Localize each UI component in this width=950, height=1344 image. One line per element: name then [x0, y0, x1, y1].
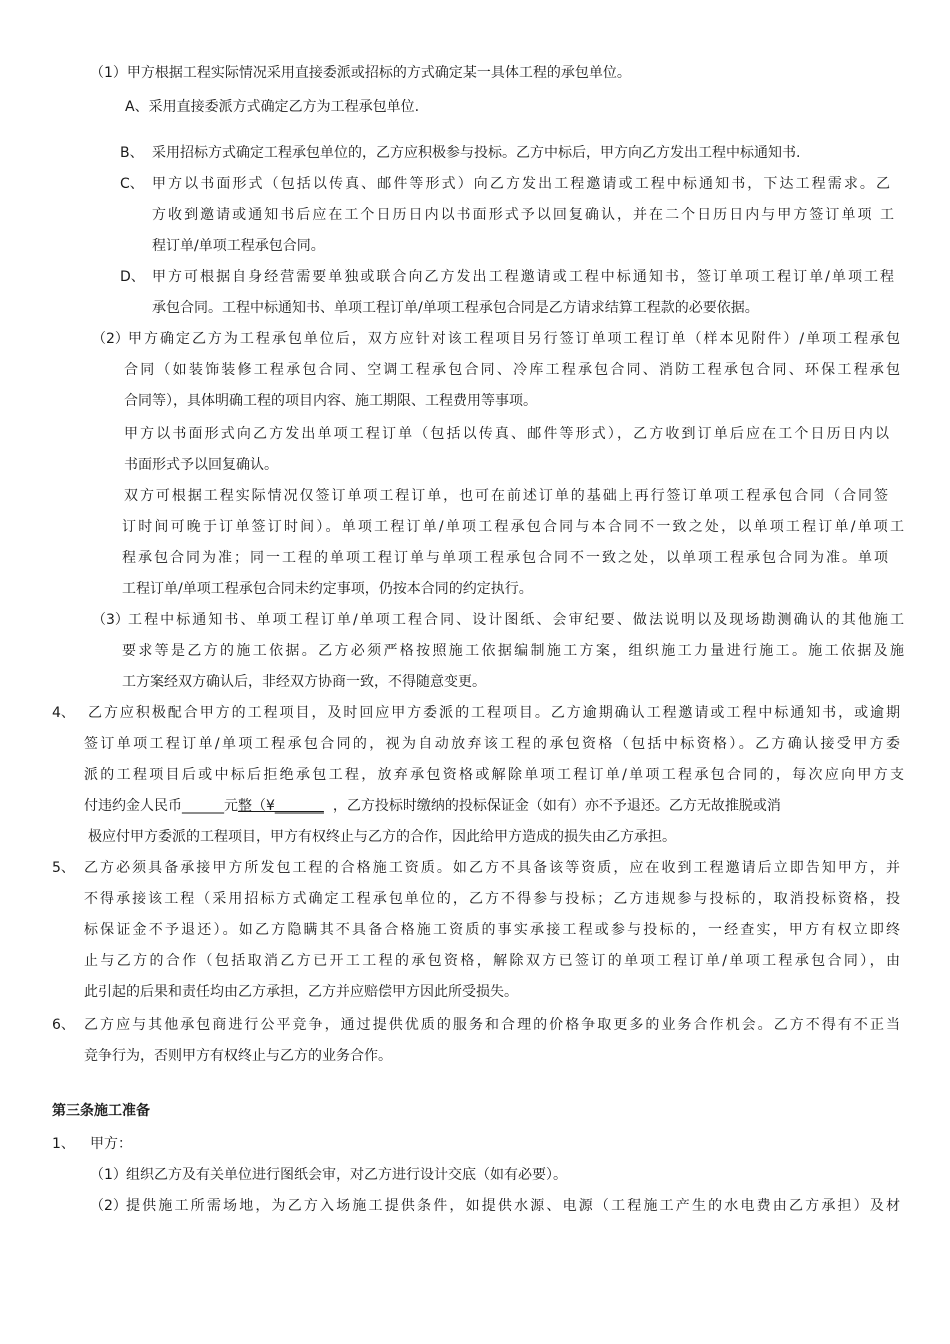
section-6-marker: 6、 [52, 1017, 75, 1033]
section-4-line [84, 796, 781, 816]
item-c-line: 方收到邀请或通知书后应在工个日历日内以书面形式予以回复确认，并在二个日历日内与甲方签订单项 工 [152, 207, 894, 223]
section-4-line: 签订单项工程订单/单项工程承包合同的，视为自动放弃该工程的承包资格（包括中标资格）。乙方确认接受甲方委 [84, 736, 900, 752]
prep-1-2-marker: （2） [90, 1198, 127, 1214]
section-6-line: 竞争行为，否则甲方有权终止与乙方的业务合作。 [84, 1048, 392, 1064]
clause-3-line: 工程中标通知书、单项工程订单/单项工程合同、设计图纸、会审纪要、做法说明以及现场勘测确认的其他施工 [128, 612, 904, 628]
item-d-marker: D、 [120, 269, 145, 285]
item-b: 采用招标方式确定工程承包单位的，乙方应积极参与投标。乙方中标后，甲方向乙方发出工程中标通知书. [152, 145, 801, 161]
clause-3-line: 要求等是乙方的施工依据。乙方必须严格按照施工依据编制施工方案，组织施工力量进行施工。施工依据及施 [122, 643, 904, 659]
section-5-line: 乙方必须具备承接甲方所发包工程的合格施工资质。如乙方不具备该等资质，应在收到工程邀请后立即告知甲方，并 [84, 860, 900, 876]
clause-2-contract-line: 订时间可晚于订单签订时间）。单项工程订单/单项工程承包合同与本合同不一致之处，以单项工程订单/单项工 [122, 519, 904, 535]
section-heading: 第三条施工准备 [52, 1103, 150, 1119]
section-5-line: 标保证金不予退还）。如乙方隐瞒其不具备合格施工资质的事实承接工程或参与投标的，一经查实，甲方有权立即终 [84, 922, 900, 938]
item-d-line: 承包合同。工程中标通知书、单项工程订单/单项工程承包合同是乙方请求结算工程款的必要依据。 [152, 300, 759, 316]
clause-2-order-line: 甲方以书面形式向乙方发出单项工程订单（包括以传真、邮件等形式），乙方收到订单后应在工个日历日内以 [124, 426, 889, 442]
penalty-tail: ，乙方投标时缴纳的投标保证金（如有）亦不予退还。乙方无故推脱或消 [332, 798, 781, 814]
section-5-marker: 5、 [52, 860, 75, 876]
clause-2-contract-line: 双方可根据工程实际情况仅签订单项工程订单，也可在前述订单的基础上再行签订单项工程承包合同（合同签 [124, 488, 888, 504]
penalty-amount-number-blank: 整（¥_______ [238, 798, 324, 814]
section-4-marker: 4、 [52, 705, 75, 721]
item-b-marker: B、 [120, 145, 144, 161]
item-d-line: 甲方可根据自身经营需要单独或联合向乙方发出工程邀请或工程中标通知书，签订单项工程订单/单项工程 [152, 269, 894, 285]
clause-1-intro: （1）甲方根据工程实际情况采用直接委派或招标的方式确定某一具体工程的承包单位。 [90, 65, 631, 81]
section-5-line: 不得承接该工程（采用招标方式确定工程承包单位的，乙方不得参与投标；乙方违规参与投标的，取消投标资格，投 [84, 891, 900, 907]
clause-2-line: 合同（如装饰装修工程承包合同、空调工程承包合同、冷库工程承包合同、消防工程承包合同、环保工程承包 [124, 362, 900, 378]
clause-2-contract-line: 工程订单/单项工程承包合同未约定事项，仍按本合同的约定执行。 [122, 581, 533, 597]
section-4-line: 乙方应积极配合甲方的工程项目，及时回应甲方委派的工程项目。乙方逾期确认工程邀请或工程中标通知书，或逾期 [88, 705, 900, 721]
item-c-marker: C、 [120, 176, 144, 192]
clause-3-line: 工方案经双方确认后，非经双方协商一致，不得随意变更。 [122, 674, 486, 690]
item-c-line: 甲方以书面形式（包括以传真、邮件等形式）向乙方发出工程邀请或工程中标通知书，下达工程需求。乙 [152, 176, 890, 192]
penalty-amount-blank: ______元 [182, 798, 238, 814]
prep-1-1-text: 组织乙方及有关单位进行图纸会审，对乙方进行设计交底（如有必要）。 [126, 1167, 567, 1183]
penalty-label: 付违约金人民币 [84, 798, 182, 814]
prep-1-2-text: 提供施工所需场地，为乙方入场施工提供条件，如提供水源、电源（工程施工产生的水电费由乙方承担）及材 [126, 1198, 900, 1214]
clause-2-contract-line: 程承包合同为准；同一工程的单项工程订单与单项工程承包合同不一致之处，以单项工程承包合同为准。单项 [122, 550, 888, 566]
prep-1-marker: 1、 [52, 1136, 75, 1152]
section-4-line: 极应付甲方委派的工程项目，甲方有权终止与乙方的合作，因此给甲方造成的损失由乙方承担。 [88, 829, 676, 845]
clause-2-line: 甲方确定乙方为工程承包单位后，双方应针对该工程项目另行签订单项工程订单（样本见附件）/单项工程承包 [128, 331, 900, 347]
section-5-line: 此引起的后果和责任均由乙方承担，乙方并应赔偿甲方因此所受损失。 [84, 984, 518, 1000]
section-6-line: 乙方应与其他承包商进行公平竞争，通过提供优质的服务和合理的价格争取更多的业务合作机会。乙方不得有不正当 [84, 1017, 900, 1033]
clause-2-line: 合同等），具体明确工程的项目内容、施工期限、工程费用等事项。 [124, 393, 537, 409]
prep-1-label: 甲方： [90, 1136, 132, 1152]
section-4-line: 派的工程项目后或中标后拒绝承包工程，放弃承包资格或解除单项工程订单/单项工程承包合同的，每次应向甲方支 [84, 767, 904, 783]
clause-2-marker: （2） [92, 331, 129, 347]
section-5-line: 止与乙方的合作（包括取消乙方已开工工程的承包资格，解除双方已签订的单项工程订单/单项工程承包合同），由 [84, 953, 900, 969]
clause-3-marker: （3） [92, 612, 129, 628]
clause-2-order-line: 书面形式予以回复确认。 [124, 457, 278, 473]
prep-1-1-marker: （1） [90, 1167, 127, 1183]
item-c-line: 程订单/单项工程承包合同。 [152, 238, 325, 254]
item-a: A、采用直接委派方式确定乙方为工程承包单位. [125, 99, 420, 115]
